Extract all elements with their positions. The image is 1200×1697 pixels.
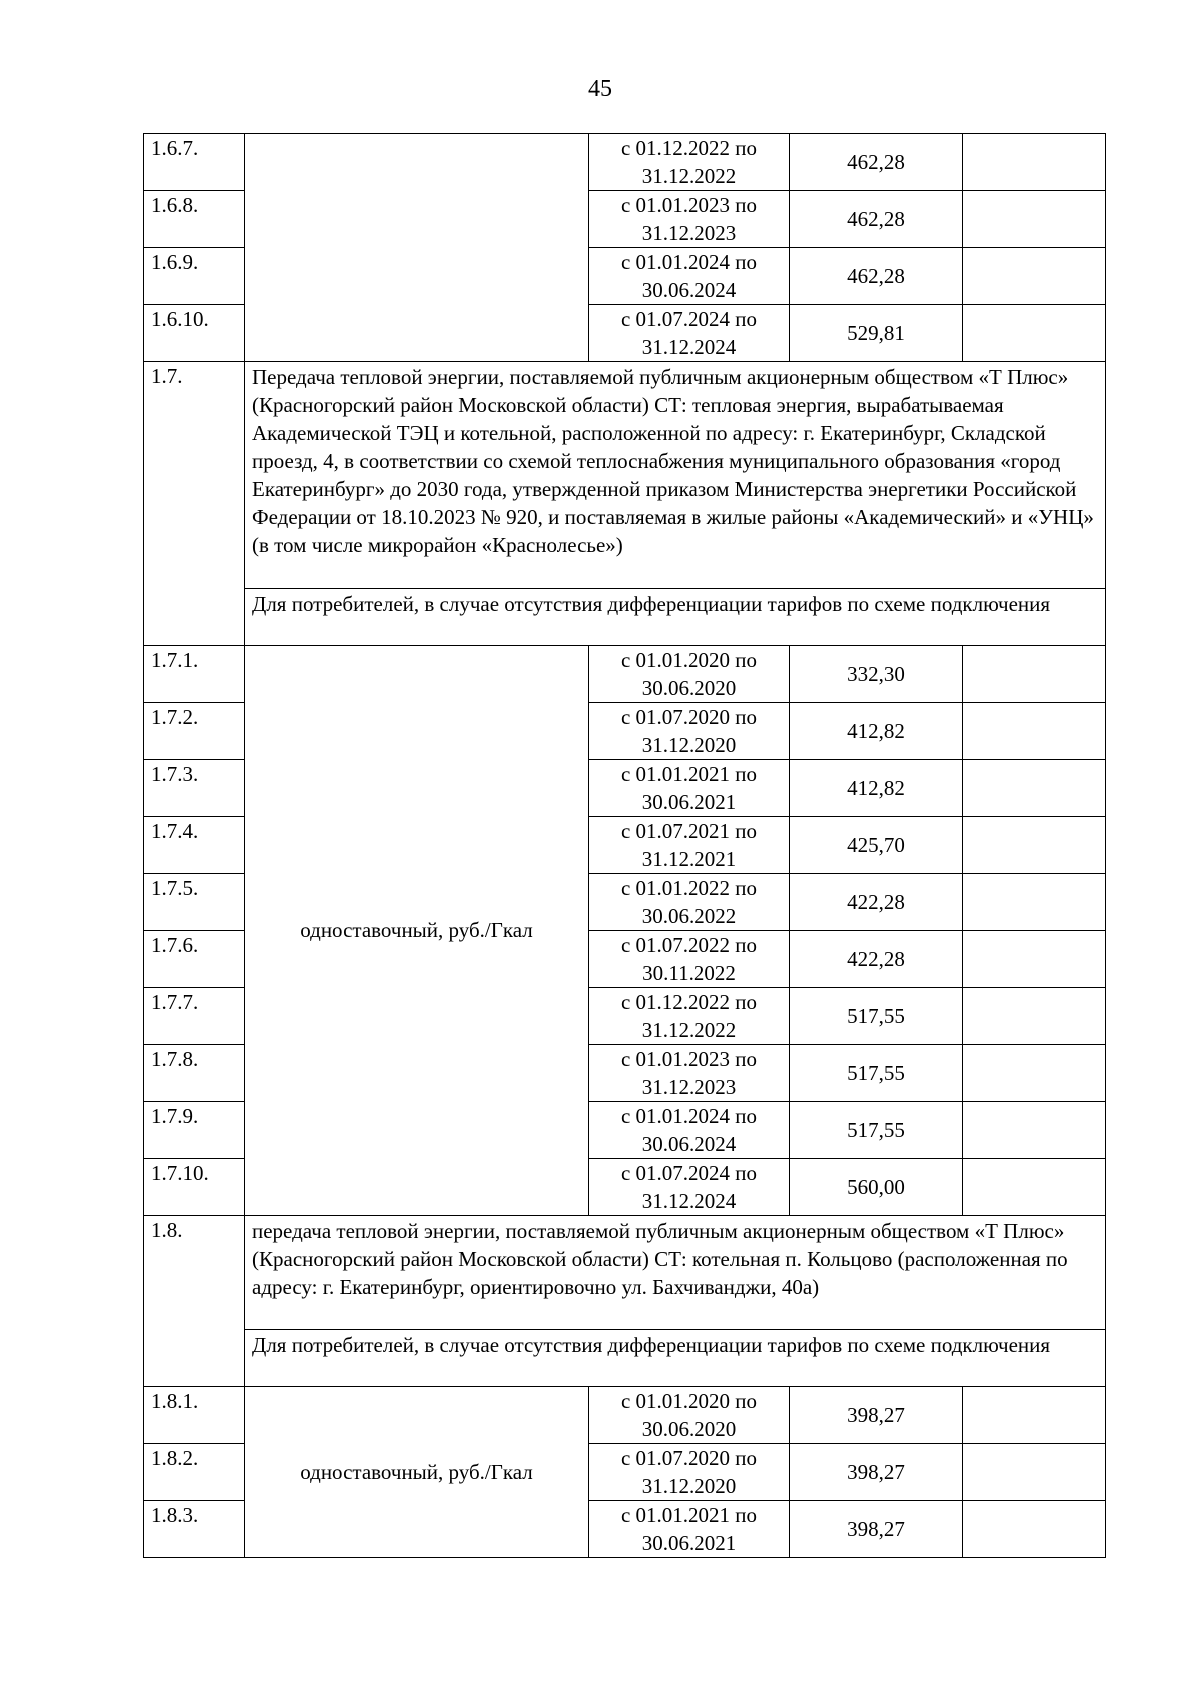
period-cell: с 01.01.2022 по 30.06.2022 [589, 874, 790, 931]
tariff-table [143, 133, 1106, 1558]
tariff-type-cell: одноставочный, руб./Гкал [245, 1387, 589, 1558]
row-number: 1.7.10. [144, 1159, 245, 1216]
empty-cell [963, 703, 1106, 760]
value-cell: 462,28 [790, 134, 963, 191]
section-subtitle: Для потребителей, в случае отсутствия дифференциации тарифов по схеме подключения [245, 1330, 1106, 1387]
row-number: 1.7.5. [144, 874, 245, 931]
period-cell: с 01.01.2023 по 31.12.2023 [589, 1045, 790, 1102]
period-cell: с 01.01.2020 по 30.06.2020 [589, 646, 790, 703]
empty-cell [963, 305, 1106, 362]
value-cell: 332,30 [790, 646, 963, 703]
period-cell: с 01.07.2024 по 31.12.2024 [589, 1159, 790, 1216]
period-cell: с 01.12.2022 по 31.12.2022 [589, 988, 790, 1045]
section-title: Передача тепловой энергии, поставляемой публичным акционерным обществом «Т Плюс» (Красногорский район Московской области) СТ: тепловая энергия, вырабатываемая Академической ТЭЦ и котельной, расположенной по адресу: г. Екатеринбург, Складской проезд, 4, в соответствии со схемой теплоснабжения муниципального образования «город Екатеринбург» до 2030 года, утвержденной приказом Министерства энергетики Российской Федерации от 18.10.2023 № 920, и поставляемая в жилые районы «Академический» и «УНЦ» (в том числе микрорайон «Краснолесье») [245, 362, 1106, 589]
table-row [144, 1387, 1106, 1444]
period-cell: с 01.01.2024 по 30.06.2024 [589, 248, 790, 305]
section-subtitle-row [144, 589, 1106, 646]
row-number: 1.7.6. [144, 931, 245, 988]
period-cell: с 01.07.2022 по 30.11.2022 [589, 931, 790, 988]
empty-cell [963, 1159, 1106, 1216]
period-cell: с 01.12.2022 по 31.12.2022 [589, 134, 790, 191]
period-cell: с 01.01.2021 по 30.06.2021 [589, 760, 790, 817]
value-cell: 517,55 [790, 988, 963, 1045]
period-cell: с 01.07.2020 по 31.12.2020 [589, 1444, 790, 1501]
value-cell: 398,27 [790, 1444, 963, 1501]
empty-cell [963, 874, 1106, 931]
section-header-row [144, 1216, 1106, 1330]
empty-cell [963, 1444, 1106, 1501]
row-number: 1.7.7. [144, 988, 245, 1045]
page-number: 45 [588, 76, 612, 102]
value-cell: 422,28 [790, 874, 963, 931]
row-number: 1.7.4. [144, 817, 245, 874]
empty-cell [963, 1387, 1106, 1444]
empty-cell [963, 1501, 1106, 1558]
empty-cell [963, 760, 1106, 817]
table-row [144, 646, 1106, 703]
empty-cell [963, 134, 1106, 191]
value-cell: 398,27 [790, 1501, 963, 1558]
empty-cell [963, 191, 1106, 248]
value-cell: 517,55 [790, 1102, 963, 1159]
value-cell: 398,27 [790, 1387, 963, 1444]
row-number: 1.7.9. [144, 1102, 245, 1159]
value-cell: 560,00 [790, 1159, 963, 1216]
empty-cell [963, 248, 1106, 305]
period-cell: с 01.01.2020 по 30.06.2020 [589, 1387, 790, 1444]
value-cell: 425,70 [790, 817, 963, 874]
section-subtitle-row [144, 1330, 1106, 1387]
empty-cell [963, 988, 1106, 1045]
period-cell: с 01.01.2023 по 31.12.2023 [589, 191, 790, 248]
value-cell: 529,81 [790, 305, 963, 362]
row-number: 1.7.3. [144, 760, 245, 817]
table-row [144, 134, 1106, 191]
period-cell: с 01.07.2024 по 31.12.2024 [589, 305, 790, 362]
empty-cell [963, 1045, 1106, 1102]
row-number: 1.7.8. [144, 1045, 245, 1102]
value-cell: 422,28 [790, 931, 963, 988]
value-cell: 462,28 [790, 191, 963, 248]
section-number: 1.8. [144, 1216, 245, 1387]
value-cell: 412,82 [790, 703, 963, 760]
period-cell: с 01.01.2021 по 30.06.2021 [589, 1501, 790, 1558]
row-number: 1.8.2. [144, 1444, 245, 1501]
row-number: 1.6.10. [144, 305, 245, 362]
period-cell: с 01.07.2020 по 31.12.2020 [589, 703, 790, 760]
row-number: 1.7.1. [144, 646, 245, 703]
section-number: 1.7. [144, 362, 245, 646]
section-header-row [144, 362, 1106, 589]
row-number: 1.6.9. [144, 248, 245, 305]
row-number: 1.6.8. [144, 191, 245, 248]
value-cell: 412,82 [790, 760, 963, 817]
period-cell: с 01.07.2021 по 31.12.2021 [589, 817, 790, 874]
empty-cell [963, 817, 1106, 874]
row-number: 1.7.2. [144, 703, 245, 760]
period-cell: с 01.01.2024 по 30.06.2024 [589, 1102, 790, 1159]
empty-cell [963, 931, 1106, 988]
empty-cell [963, 1102, 1106, 1159]
row-number: 1.8.3. [144, 1501, 245, 1558]
row-number: 1.8.1. [144, 1387, 245, 1444]
tariff-type-cell: одноставочный, руб./Гкал [245, 646, 589, 1216]
section-subtitle: Для потребителей, в случае отсутствия дифференциации тарифов по схеме подключения [245, 589, 1106, 646]
row-number: 1.6.7. [144, 134, 245, 191]
value-cell: 462,28 [790, 248, 963, 305]
section-title: передача тепловой энергии, поставляемой публичным акционерным обществом «Т Плюс» (Красногорский район Московской области) СТ: котельная п. Кольцово (расположенная по адресу: г. Екатеринбург, ориентировочно ул. Бахчиванджи, 40а) [245, 1216, 1106, 1330]
empty-cell [963, 646, 1106, 703]
tariff-type-cell [245, 134, 589, 362]
value-cell: 517,55 [790, 1045, 963, 1102]
